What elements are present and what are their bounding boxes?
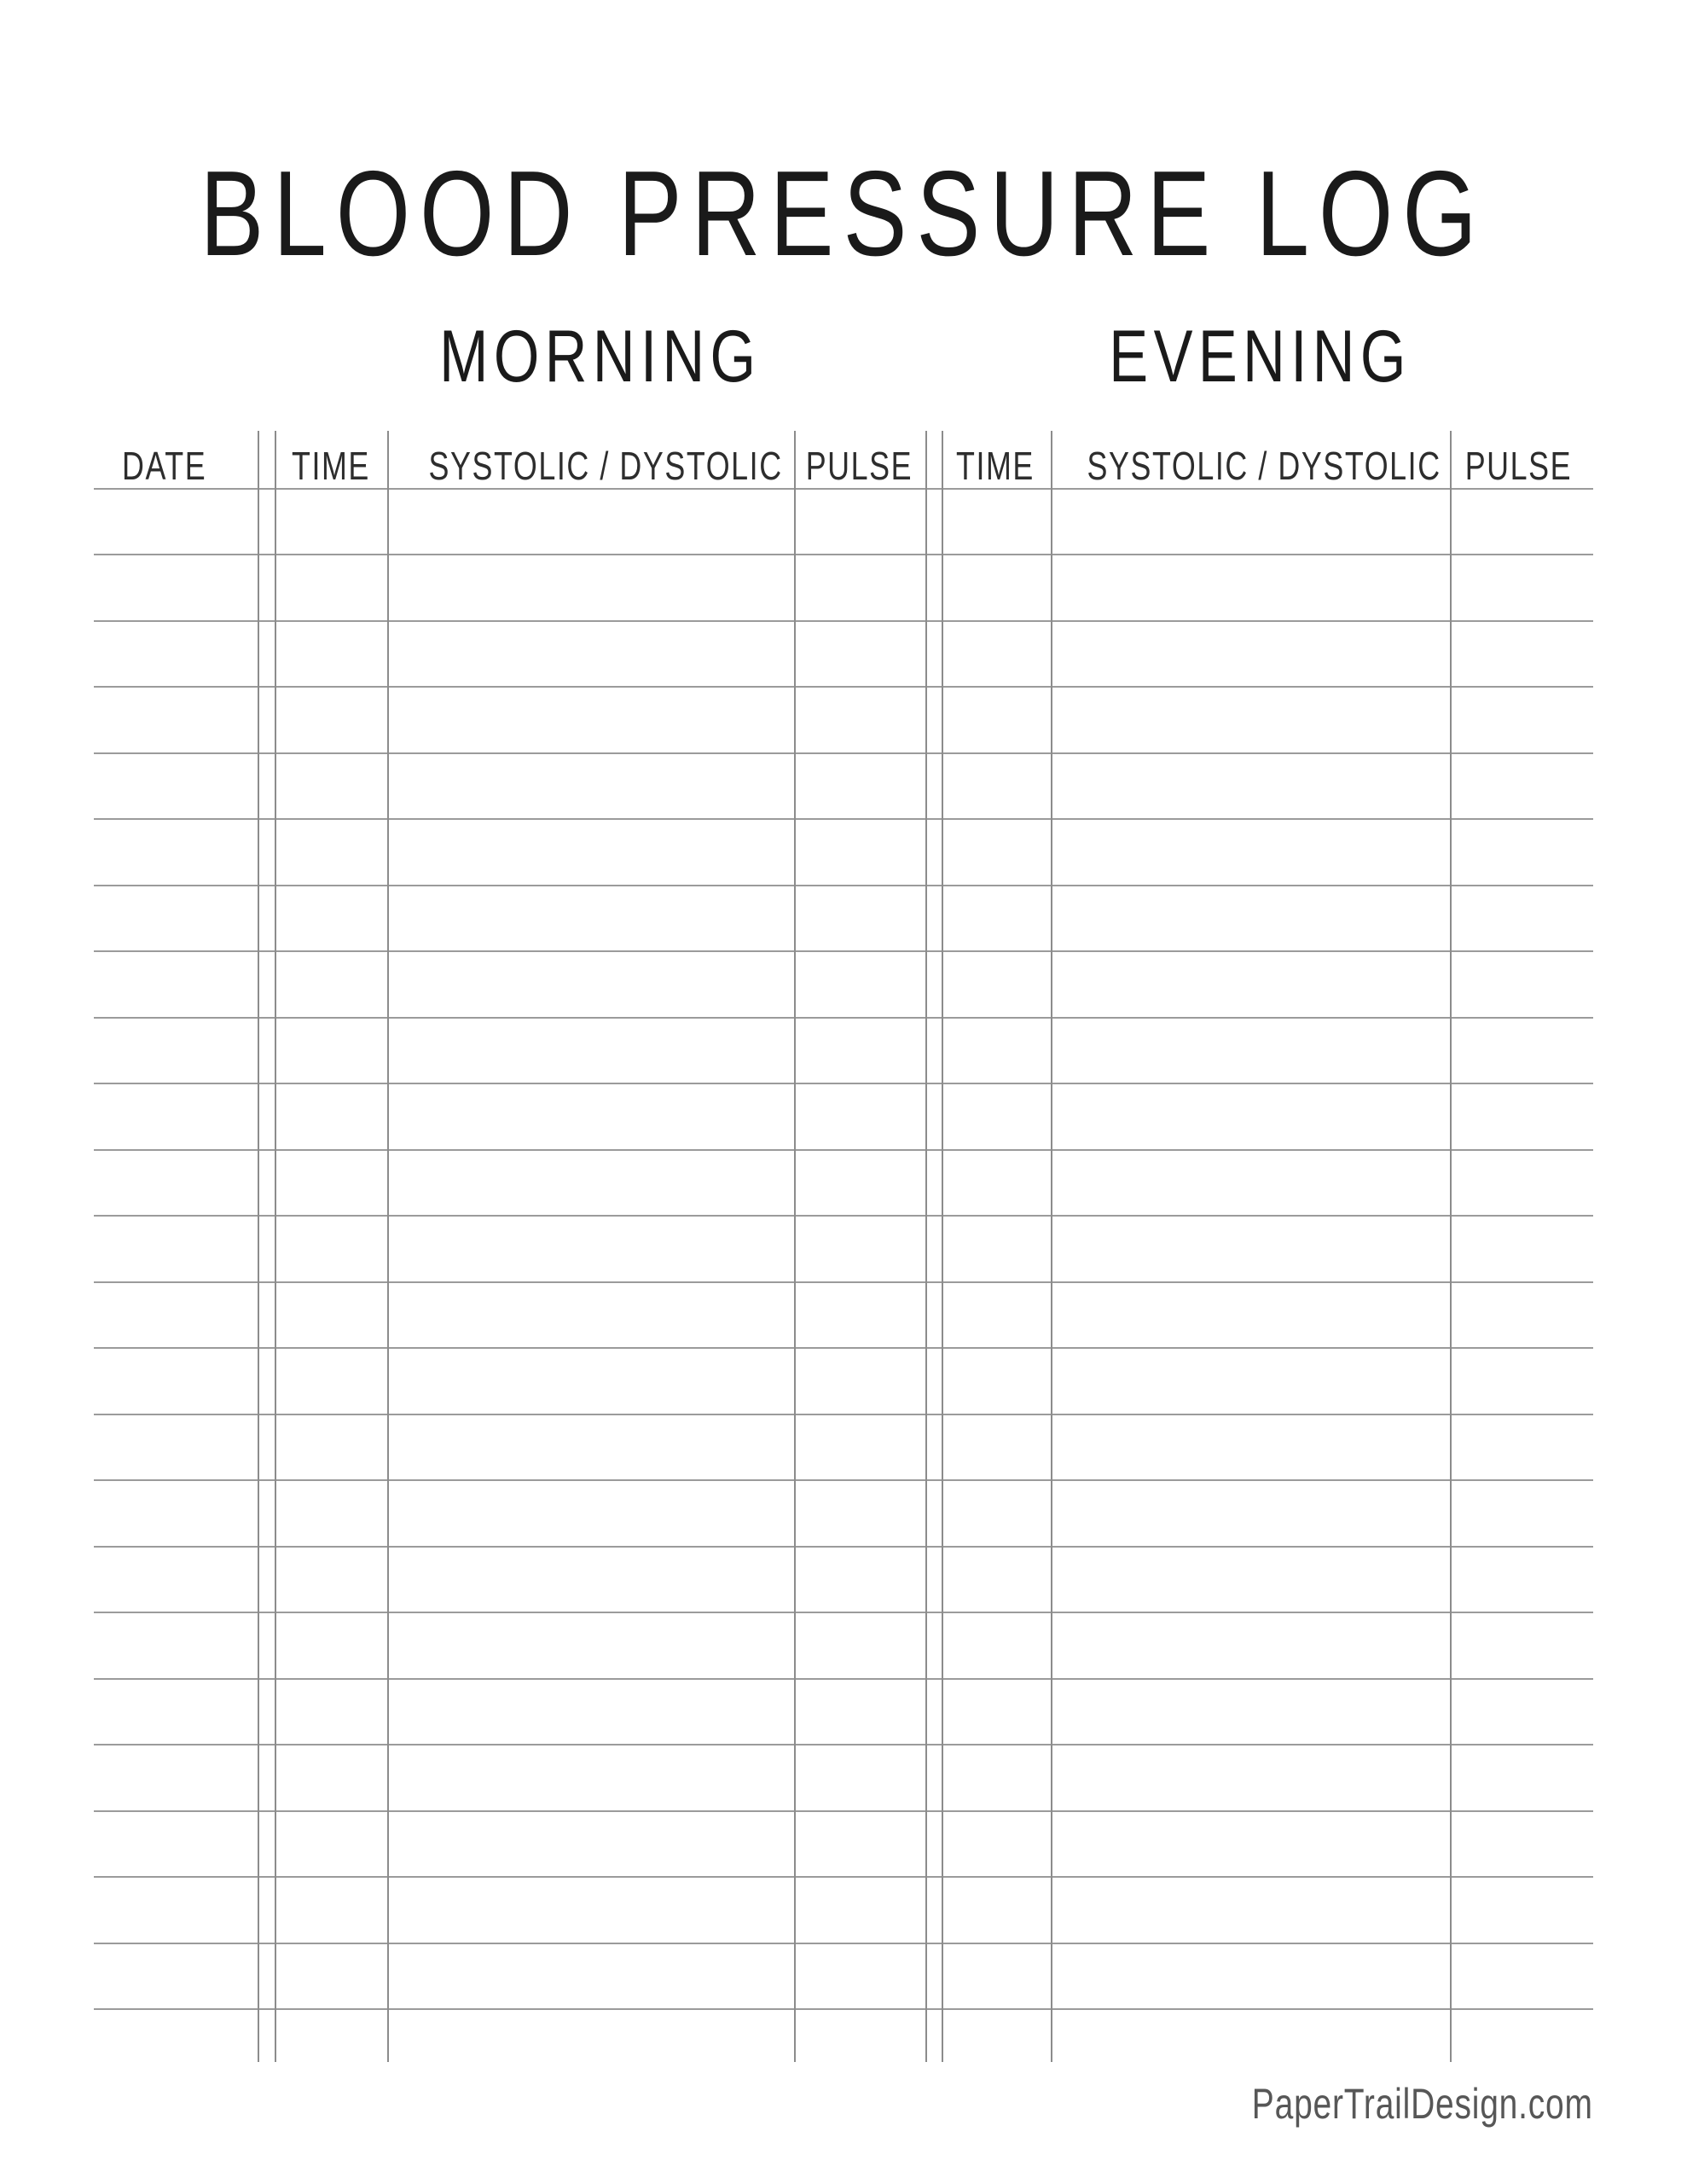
grid-column-line <box>1450 431 1452 2062</box>
grid-column-line <box>258 431 259 2062</box>
grid-column-line <box>1051 431 1052 2062</box>
footer-site-credit <box>1156 2080 1593 2128</box>
grid-row-line <box>94 1281 1593 1283</box>
grid-row-line <box>94 1083 1593 1084</box>
section-label-evening <box>935 316 1586 398</box>
grid-row-line <box>94 686 1593 688</box>
column-header-systolic-dystolic-evening-text: SYSTOLIC / DYSTOLIC <box>1087 444 1441 488</box>
grid-row-line <box>94 1479 1593 1481</box>
column-header-pulse-evening-text: PULSE <box>1464 444 1572 488</box>
section-label-evening-text: EVENING <box>1109 316 1412 398</box>
section-label-morning-text: MORNING <box>438 316 762 398</box>
grid-row-line <box>94 554 1593 555</box>
column-header-pulse-morning-text: PULSE <box>805 444 913 488</box>
column-header-time-evening-text: TIME <box>956 444 1035 488</box>
grid-column-line <box>275 431 276 2062</box>
grid-row-line <box>94 1744 1593 1745</box>
grid-column-line <box>387 431 389 2062</box>
grid-row-line <box>94 950 1593 952</box>
section-label-morning <box>275 316 925 398</box>
grid-row-line <box>94 752 1593 754</box>
column-header-date-text: DATE <box>122 444 207 488</box>
grid-column-line <box>925 431 927 2062</box>
grid-row-line <box>94 1149 1593 1151</box>
grid-row-line <box>94 818 1593 820</box>
grid-row-line <box>94 1017 1593 1019</box>
grid-row-line <box>94 1678 1593 1680</box>
page-title <box>0 146 1687 282</box>
grid-row-line <box>94 1546 1593 1548</box>
grid-row-line <box>94 488 1593 490</box>
grid-row-line <box>94 1876 1593 1878</box>
grid-row-line <box>94 1215 1593 1217</box>
grid-row-line <box>94 2008 1593 2010</box>
grid-row-line <box>94 620 1593 622</box>
grid-row-line <box>94 1810 1593 1812</box>
grid-row-line <box>94 1414 1593 1415</box>
column-header-time-morning-text: TIME <box>292 444 370 488</box>
column-header-pulse-evening <box>1305 444 1687 488</box>
grid-row-line <box>94 1612 1593 1613</box>
grid-row-line <box>94 1943 1593 1944</box>
column-header-systolic-dystolic-morning-text: SYSTOLIC / DYSTOLIC <box>428 444 783 488</box>
grid-column-line <box>942 431 943 2062</box>
grid-row-line <box>94 885 1593 886</box>
grid-row-line <box>94 1347 1593 1349</box>
page-title-text: BLOOD PRESSURE LOG <box>200 146 1487 282</box>
footer-site-credit-text: PaperTrailDesign.com <box>1252 2080 1593 2128</box>
grid-column-line <box>794 431 796 2062</box>
